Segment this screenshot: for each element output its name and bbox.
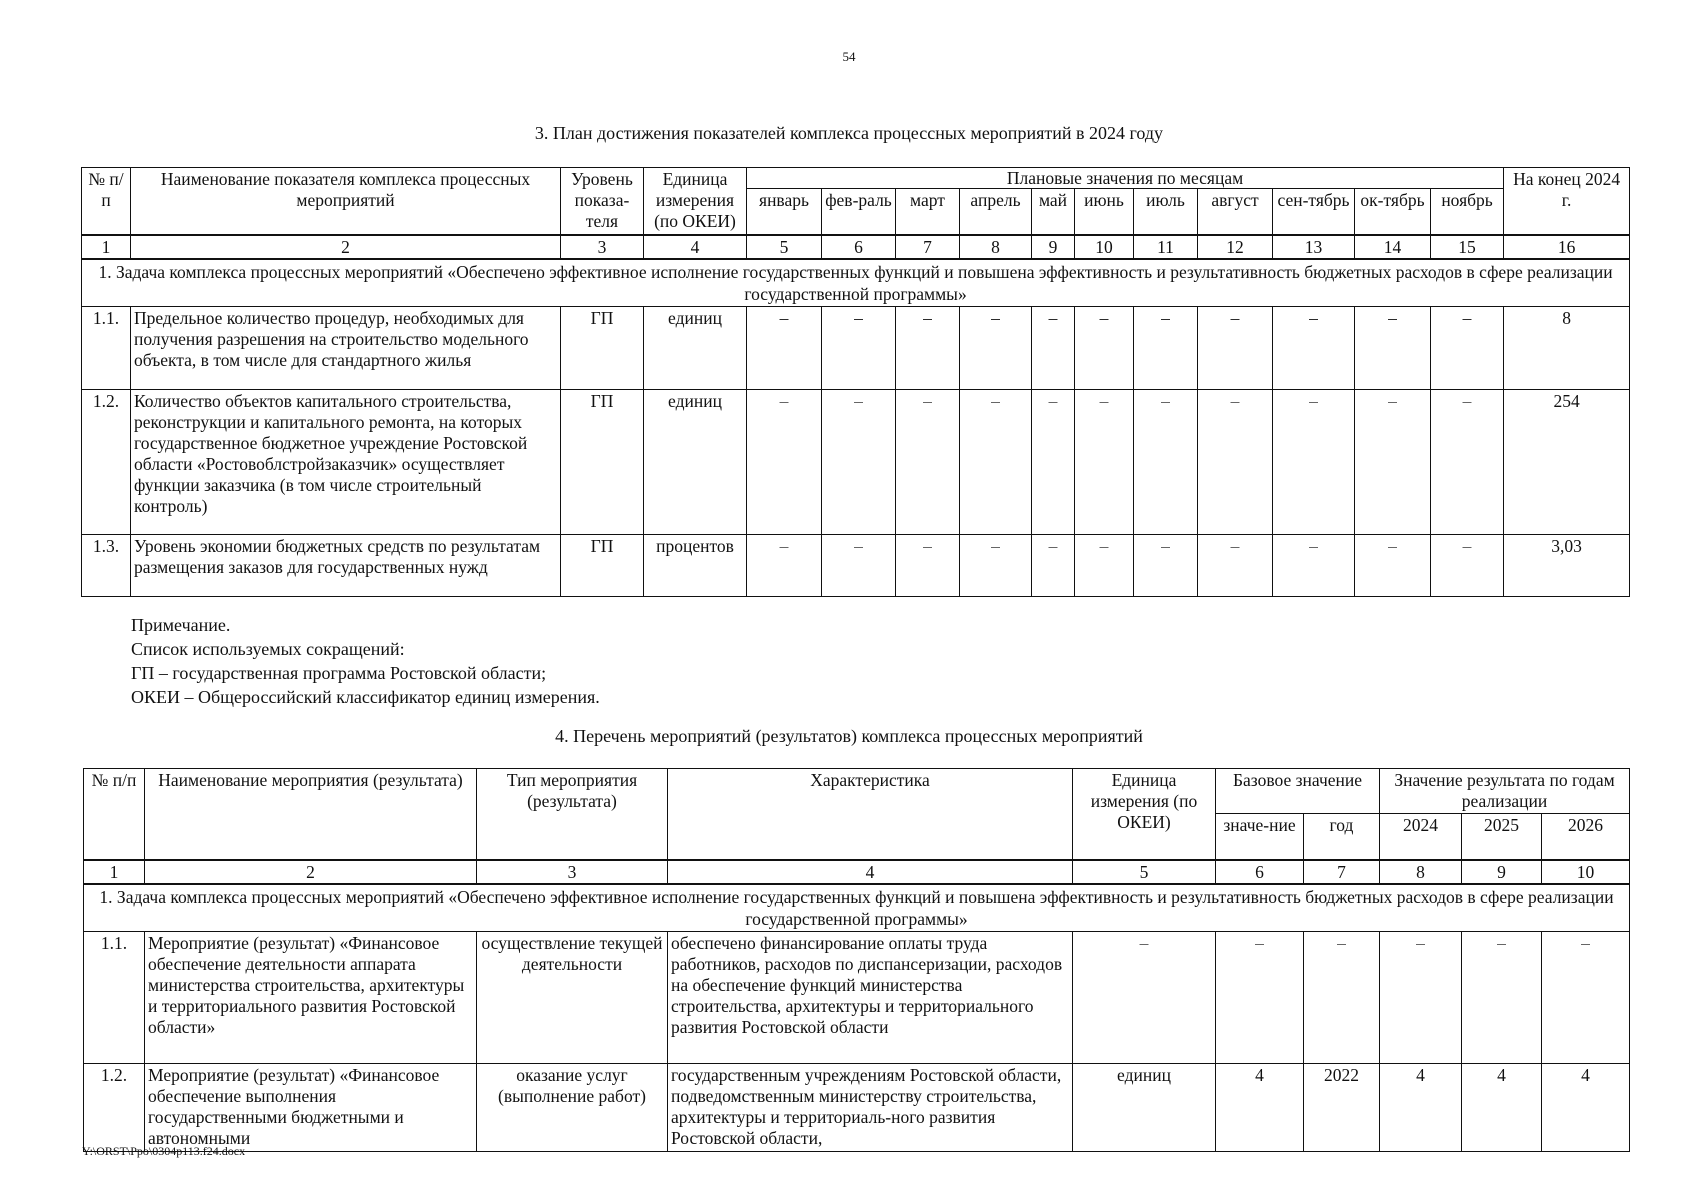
header-month: январь [747,189,822,235]
notes-title: Примечание. [131,615,231,635]
column-number: 3 [561,235,644,259]
month-value: – [1431,389,1504,534]
header-month: сен-тябрь [1273,189,1355,235]
table-row [82,389,1630,534]
base-value: – [1216,931,1304,1063]
column-number: 2 [145,860,477,884]
month-value: – [1032,389,1075,534]
notes-subtitle: Список используемых сокращений: [131,639,405,659]
column-number: 16 [1504,235,1630,259]
column-number: 5 [1073,860,1216,884]
measure-type: оказание услуг (выполнение работ) [477,1063,668,1151]
header-measure-type: Тип мероприятия (результата) [477,769,668,860]
header-month: апрель [960,189,1032,235]
task-row: 1. Задача комплекса процессных мероприятий «Обеспечено эффективное исполнение государственных функций и повышена эффективность и результативность бюджетных расходов в сфере реализации государственной программы» [82,259,1630,307]
measure-characteristic: государственным учреждениям Ростовской области, подведомственным министерству строительства, архитектуры и территориаль-ного развития Ростовской области, [668,1063,1073,1151]
column-number: 7 [896,235,960,259]
section3-title: 3. План достижения показателей комплекса процессных мероприятий в 2024 году [534,123,1164,143]
indicator-level: ГП [561,306,644,389]
column-number: 2 [131,235,561,259]
column-number: 5 [747,235,822,259]
column-number: 14 [1355,235,1431,259]
table-row [82,534,1630,596]
month-value: – [960,306,1032,389]
header-level: Уровень показа-теля [561,168,644,235]
table-row [82,306,1630,389]
note-gp: ГП – государственная программа Ростовской области; [131,663,547,683]
row-num: 1.3. [82,534,131,596]
base-year: 2022 [1304,1063,1380,1151]
column-number: 3 [477,860,668,884]
end-of-year-value: 3,03 [1504,534,1630,596]
indicators-plan-table [81,167,1630,597]
month-value: – [1273,306,1355,389]
header-characteristic: Характеристика [668,769,1073,860]
result-2024: 4 [1380,1063,1462,1151]
month-value: – [1032,306,1075,389]
header-measure-name: Наименование мероприятия (результата) [145,769,477,860]
column-number: 1 [82,235,131,259]
column-number: 12 [1198,235,1273,259]
month-value: – [1355,389,1431,534]
month-value: – [1032,534,1075,596]
header-year: 2026 [1542,814,1630,860]
header-month: август [1198,189,1273,235]
header-month: июнь [1075,189,1134,235]
month-value: – [1198,306,1273,389]
header-month: фев-раль [822,189,896,235]
column-number: 7 [1304,860,1380,884]
month-value: – [822,389,896,534]
header-result-values: Значение результата по годам реализации [1380,769,1630,814]
month-value: – [1198,389,1273,534]
month-value: – [1273,534,1355,596]
column-numbers-row [82,235,1630,259]
column-number: 13 [1273,235,1355,259]
result-2026: 4 [1542,1063,1630,1151]
base-year: – [1304,931,1380,1063]
column-number: 10 [1542,860,1630,884]
page-number: 54 [842,49,856,64]
indicator-unit: процентов [644,534,747,596]
month-value: – [960,534,1032,596]
result-2026: – [1542,931,1630,1063]
measures-table [83,768,1630,1152]
header-plan-values: Плановые значения по месяцам [747,168,1504,189]
header-month: ноябрь [1431,189,1504,235]
note-okei: ОКЕИ – Общероссийский классификатор единиц измерения. [131,687,600,707]
indicator-name: Количество объектов капитального строительства, реконструкции и капитального ремонта, на которых государственное бюджетное учреждение Ростовской области «Ростовоблстройзаказчик» осуществляет функции заказчика (в том числе строительный контроль) [131,389,561,534]
indicator-unit: единиц [644,389,747,534]
column-number: 8 [960,235,1032,259]
column-number: 4 [644,235,747,259]
column-number: 8 [1380,860,1462,884]
month-value: – [1134,534,1198,596]
indicator-name: Предельное количество процедур, необходимых для получения разрешения на строительство модельного объекта, в том числе для стандартного жилья [131,306,561,389]
header-month: май [1032,189,1075,235]
month-value: – [896,306,960,389]
row-num: 1.1. [82,306,131,389]
measure-type: осуществление текущей деятельности [477,931,668,1063]
header-base-value: Базовое значение [1216,769,1380,814]
month-value: – [1273,389,1355,534]
month-value: – [747,534,822,596]
base-value: 4 [1216,1063,1304,1151]
column-number: 1 [84,860,145,884]
table-row [84,1063,1630,1151]
column-number: 9 [1032,235,1075,259]
result-2024: – [1380,931,1462,1063]
measure-characteristic: обеспечено финансирование оплаты труда работников, расходов по диспансеризации, расходов на обеспечение функций министерства строительства, архитектуры и территориального развития Ростовской области [668,931,1073,1063]
header-indicator-name: Наименование показателя комплекса процессных мероприятий [131,168,561,235]
header-year: 2025 [1462,814,1542,860]
end-of-year-value: 254 [1504,389,1630,534]
task-row: 1. Задача комплекса процессных мероприятий «Обеспечено эффективное исполнение государственных функций и повышена эффективность и результативность бюджетных расходов в сфере реализации государственной программы» [84,884,1630,932]
measure-unit: – [1073,931,1216,1063]
measure-unit: единиц [1073,1063,1216,1151]
month-value: – [1075,534,1134,596]
result-2025: 4 [1462,1063,1542,1151]
row-num: 1.2. [82,389,131,534]
row-num: 1.2. [84,1063,145,1151]
month-value: – [896,534,960,596]
indicator-name: Уровень экономии бюджетных средств по результатам размещения заказов для государственных нужд [131,534,561,596]
month-value: – [747,389,822,534]
month-value: – [822,534,896,596]
header-month: июль [1134,189,1198,235]
month-value: – [1355,306,1431,389]
file-path-footer: Y:\ORST\Ppo\0304p113.f24.docx [82,1144,246,1158]
month-value: – [1198,534,1273,596]
header-year: 2024 [1380,814,1462,860]
header-unit: Единица измерения (по ОКЕИ) [644,168,747,235]
month-value: – [822,306,896,389]
end-of-year-value: 8 [1504,306,1630,389]
indicator-level: ГП [561,389,644,534]
indicator-unit: единиц [644,306,747,389]
measure-name: Мероприятие (результат) «Финансовое обеспечение выполнения государственными бюджетными и автономными [145,1063,477,1151]
header-num: № п/п [82,168,131,235]
month-value: – [747,306,822,389]
header-month: март [896,189,960,235]
column-number: 10 [1075,235,1134,259]
column-number: 4 [668,860,1073,884]
column-number: 6 [1216,860,1304,884]
column-number: 6 [822,235,896,259]
header-base-value-value: значе-ние [1216,814,1304,860]
section4-title: 4. Перечень мероприятий (результатов) комплекса процессных мероприятий [555,726,1143,746]
month-value: – [1134,389,1198,534]
column-numbers-row [84,860,1630,884]
result-2025: – [1462,931,1542,1063]
column-number: 9 [1462,860,1542,884]
month-value: – [1355,534,1431,596]
notes-block [131,613,600,709]
header-unit: Единица измерения (по ОКЕИ) [1073,769,1216,860]
month-value: – [1431,534,1504,596]
column-number: 11 [1134,235,1198,259]
month-value: – [960,389,1032,534]
table-row [84,931,1630,1063]
measure-name: Мероприятие (результат) «Финансовое обеспечение деятельности аппарата министерства строительства, архитектуры и территориального развития Ростовской области» [145,931,477,1063]
month-value: – [1075,389,1134,534]
indicator-level: ГП [561,534,644,596]
header-num: № п/п [84,769,145,860]
header-base-value-year: год [1304,814,1380,860]
month-value: – [1075,306,1134,389]
column-number: 15 [1431,235,1504,259]
header-month: ок-тябрь [1355,189,1431,235]
row-num: 1.1. [84,931,145,1063]
month-value: – [1431,306,1504,389]
month-value: – [896,389,960,534]
month-value: – [1134,306,1198,389]
header-end-of-year: На конец 2024 г. [1504,168,1630,235]
